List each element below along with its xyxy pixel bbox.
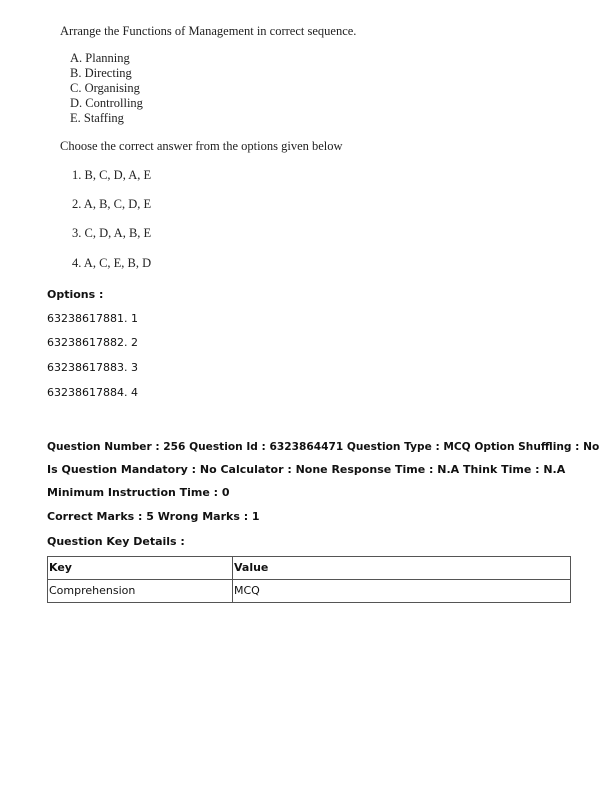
table-cell-value: MCQ (233, 580, 571, 603)
question-item: B. Directing (70, 66, 132, 80)
answer-choice-1: 1. B, C, D, A, E (72, 168, 152, 182)
answer-choice-4: 4. A, C, E, B, D (72, 256, 152, 270)
table-cell-key: Comprehension (48, 580, 233, 603)
table-header-row (48, 557, 571, 580)
question-item: E. Staffing (70, 111, 124, 125)
table-header-key: Key (48, 557, 233, 580)
question-item: D. Controlling (70, 96, 143, 110)
question-meta-line-2: Is Question Mandatory : No Calculator : None Response Time : N.A Think Time : N.A (47, 463, 566, 476)
question-item: C. Organising (70, 81, 140, 95)
option-id-2: 63238617882. 2 (47, 336, 138, 349)
answer-choice-3: 3. C, D, A, B, E (72, 226, 152, 240)
option-id-4: 63238617884. 4 (47, 386, 138, 399)
question-item: A. Planning (70, 51, 130, 65)
question-meta-line-1: Question Number : 256 Question Id : 6323864471 Question Type : MCQ Option Shuffling : No (47, 441, 600, 453)
table-row (48, 580, 571, 603)
answer-choice-2: 2. A, B, C, D, E (72, 197, 152, 211)
question-items (70, 51, 143, 126)
option-id-3: 63238617883. 3 (47, 361, 138, 374)
options-label: Options : (47, 288, 104, 301)
table-header-value: Value (233, 557, 571, 580)
marks-line: Correct Marks : 5 Wrong Marks : 1 (47, 510, 260, 523)
key-details-table (47, 556, 571, 603)
key-details-label: Question Key Details : (47, 535, 185, 548)
question-meta-line-3: Minimum Instruction Time : 0 (47, 486, 230, 499)
question-instruction: Choose the correct answer from the options given below (60, 139, 343, 153)
question-prompt: Arrange the Functions of Management in correct sequence. (60, 24, 357, 38)
option-id-1: 63238617881. 1 (47, 312, 138, 325)
